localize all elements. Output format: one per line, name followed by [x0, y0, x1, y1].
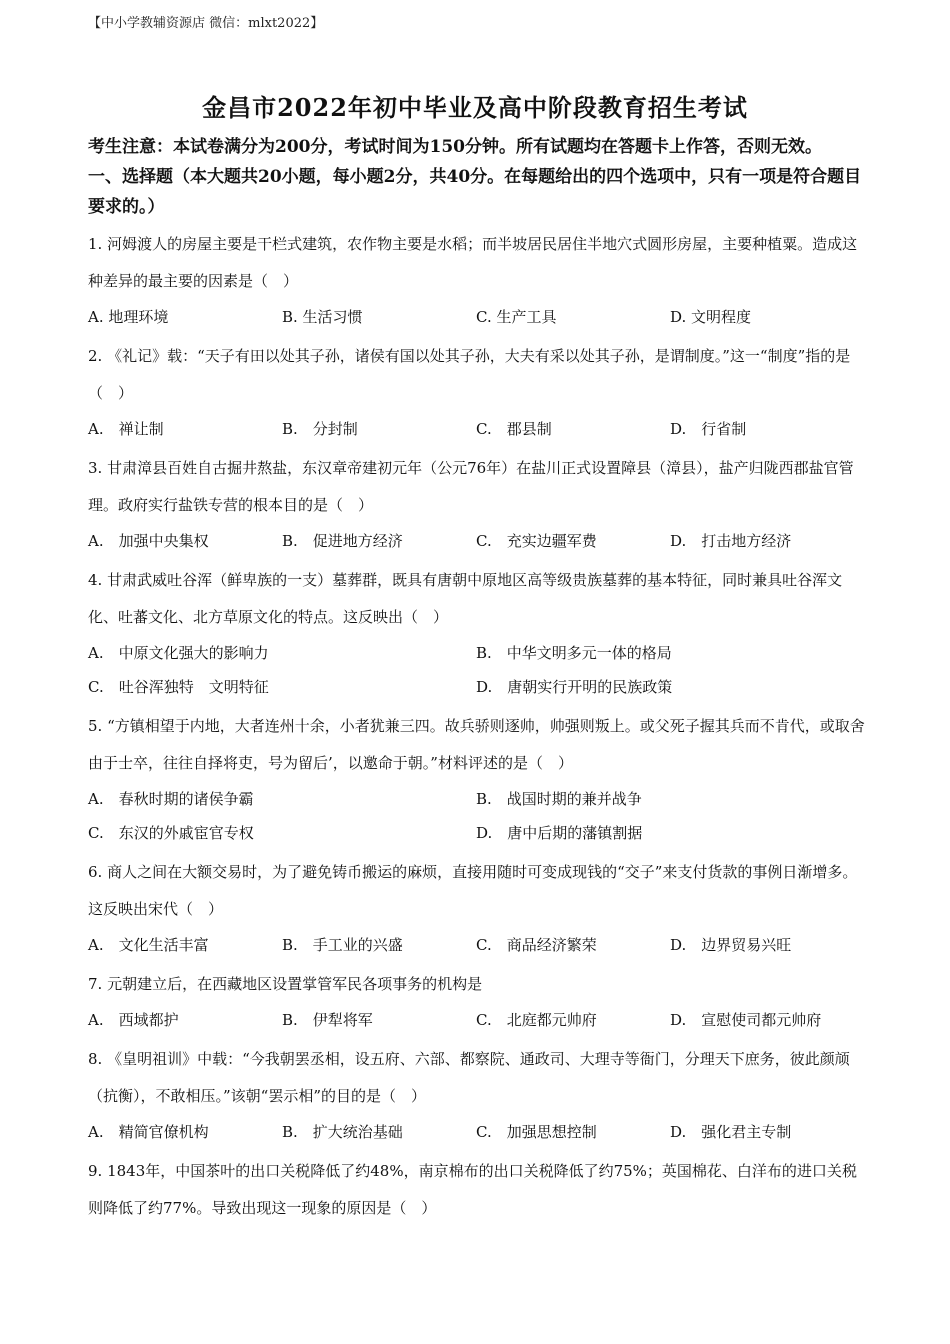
options-row	[88, 636, 868, 670]
options-row	[88, 816, 868, 850]
question-8	[88, 1041, 868, 1149]
option-a: A. 西域都护	[88, 1011, 179, 1029]
option-d: D. 文明程度	[670, 308, 752, 326]
option-b: B. 战国时期的兼并战争	[476, 790, 642, 808]
question-4	[88, 562, 868, 704]
question-text: 1. 河姆渡人的房屋主要是干栏式建筑，农作物主要是水稻；而半坡居民居住半地穴式圆形房屋，主要种植粟。造成这种差异的最主要的因素是（ ）	[88, 235, 858, 290]
question-5	[88, 708, 868, 850]
option-c: C. 加强思想控制	[476, 1123, 597, 1141]
question-text: 2. 《礼记》载：“天子有田以处其子孙，诸侯有国以处其子孙，大夫有采以处其子孙，是谓制度。”这一“制度”指的是（ ）	[88, 347, 851, 402]
option-d: D. 唐中后期的藩镇割据	[476, 824, 643, 842]
option-d: D. 行省制	[670, 420, 747, 438]
question-text: 5. “方镇相望于内地，大者连州十余，小者犹兼三四。故兵骄则逐帅，帅强则叛上。或父死子握其兵而不肯代，或取舍由于士卒，往往自择将吏，号为留后’，以邀命于朝。”材料评述的是（ ）	[88, 717, 865, 772]
question-text: 4. 甘肃武威吐谷浑（鲜卑族的一支）墓葬群，既具有唐朝中原地区高等级贵族墓葬的基本特征，同时兼具吐谷浑文化、吐蕃文化、北方草原文化的特点。这反映出（ ）	[88, 571, 843, 626]
option-c: C. 吐谷浑独特 文明特征	[88, 678, 269, 696]
question-9	[88, 1153, 868, 1227]
options-row	[88, 300, 868, 334]
question-text: 3. 甘肃漳县百姓自古掘井熬盐，东汉章帝建初元年（公元76年）在盐川正式设置障县（漳县），盐产归陇西郡盐官管理。政府实行盐铁专营的根本目的是（ ）	[88, 459, 854, 514]
option-b: B. 扩大统治基础	[282, 1123, 403, 1141]
option-d: D. 边界贸易兴旺	[670, 936, 792, 954]
question-text: 7. 元朝建立后，在西藏地区设置掌管军民各项事务的机构是	[88, 975, 483, 993]
option-b: B. 分封制	[282, 420, 358, 438]
option-c: C. 商品经济繁荣	[476, 936, 597, 954]
option-c: C. 东汉的外戚宦官专权	[88, 824, 254, 842]
question-7	[88, 966, 868, 1037]
option-a: A. 禅让制	[88, 420, 164, 438]
option-a: A. 文化生活丰富	[88, 936, 209, 954]
option-b: B. 伊犁将军	[282, 1011, 373, 1029]
exam-content	[88, 132, 868, 1227]
option-a: A. 地理环境	[88, 308, 169, 326]
question-2	[88, 338, 868, 446]
option-c: C. 北庭都元帅府	[476, 1011, 597, 1029]
option-b: B. 中华文明多元一体的格局	[476, 644, 672, 662]
option-b: B. 生活习惯	[282, 308, 363, 326]
options-row	[88, 524, 868, 558]
exam-notice: 考生注意：本试卷满分为200分，考试时间为150分钟。所有试题均在答题卡上作答，否则无效。	[88, 137, 822, 157]
option-b: B. 手工业的兴盛	[282, 936, 403, 954]
option-a: A. 精简官僚机构	[88, 1123, 209, 1141]
options-row	[88, 1115, 868, 1149]
exam-title: 金昌市2022年初中毕业及高中阶段教育招生考试	[202, 93, 748, 122]
section-heading: 一、选择题（本大题共20小题，每小题2分，共40分。在每题给出的四个选项中，只有一项是符合题目要求的。）	[88, 167, 862, 217]
question-text: 8. 《皇明祖训》中载：“今我朝罢丞相，设五府、六部、都察院、通政司、大理寺等衙门，分理天下庶务，彼此颜颃（抗衡），不敢相压。”该朝“罢示相”的目的是（ ）	[88, 1050, 850, 1105]
options-row	[88, 1003, 868, 1037]
option-d: D. 打击地方经济	[670, 532, 792, 550]
options-row	[88, 412, 868, 446]
option-d: D. 唐朝实行开明的民族政策	[476, 678, 673, 696]
options-row	[88, 928, 868, 962]
option-a: A. 中原文化强大的影响力	[88, 644, 269, 662]
question-1	[88, 226, 868, 334]
option-d: D. 强化君主专制	[670, 1123, 792, 1141]
question-text: 9. 1843年，中国茶叶的出口关税降低了约48%，南京棉布的出口关税降低了约75%；英国棉花、白洋布的进口关税则降低了约77%。导致出现这一现象的原因是（ ）	[88, 1162, 857, 1217]
option-c: C. 郡县制	[476, 420, 552, 438]
header-watermark: 【中小学教辅资源店 微信：mlxt2022】	[88, 16, 324, 31]
option-a: A. 加强中央集权	[88, 532, 209, 550]
option-a: A. 春秋时期的诸侯争霸	[88, 790, 254, 808]
option-c: C. 生产工具	[476, 308, 557, 326]
option-b: B. 促进地方经济	[282, 532, 403, 550]
question-text: 6. 商人之间在大额交易时，为了避免铸币搬运的麻烦，直接用随时可变成现钱的“交子”来支付货款的事例日渐增多。这反映出宋代（ ）	[88, 863, 858, 918]
question-3	[88, 450, 868, 558]
options-row	[88, 782, 868, 816]
question-6	[88, 854, 868, 962]
option-d: D. 宣慰使司都元帅府	[670, 1011, 822, 1029]
option-c: C. 充实边疆军费	[476, 532, 597, 550]
options-row	[88, 670, 868, 704]
